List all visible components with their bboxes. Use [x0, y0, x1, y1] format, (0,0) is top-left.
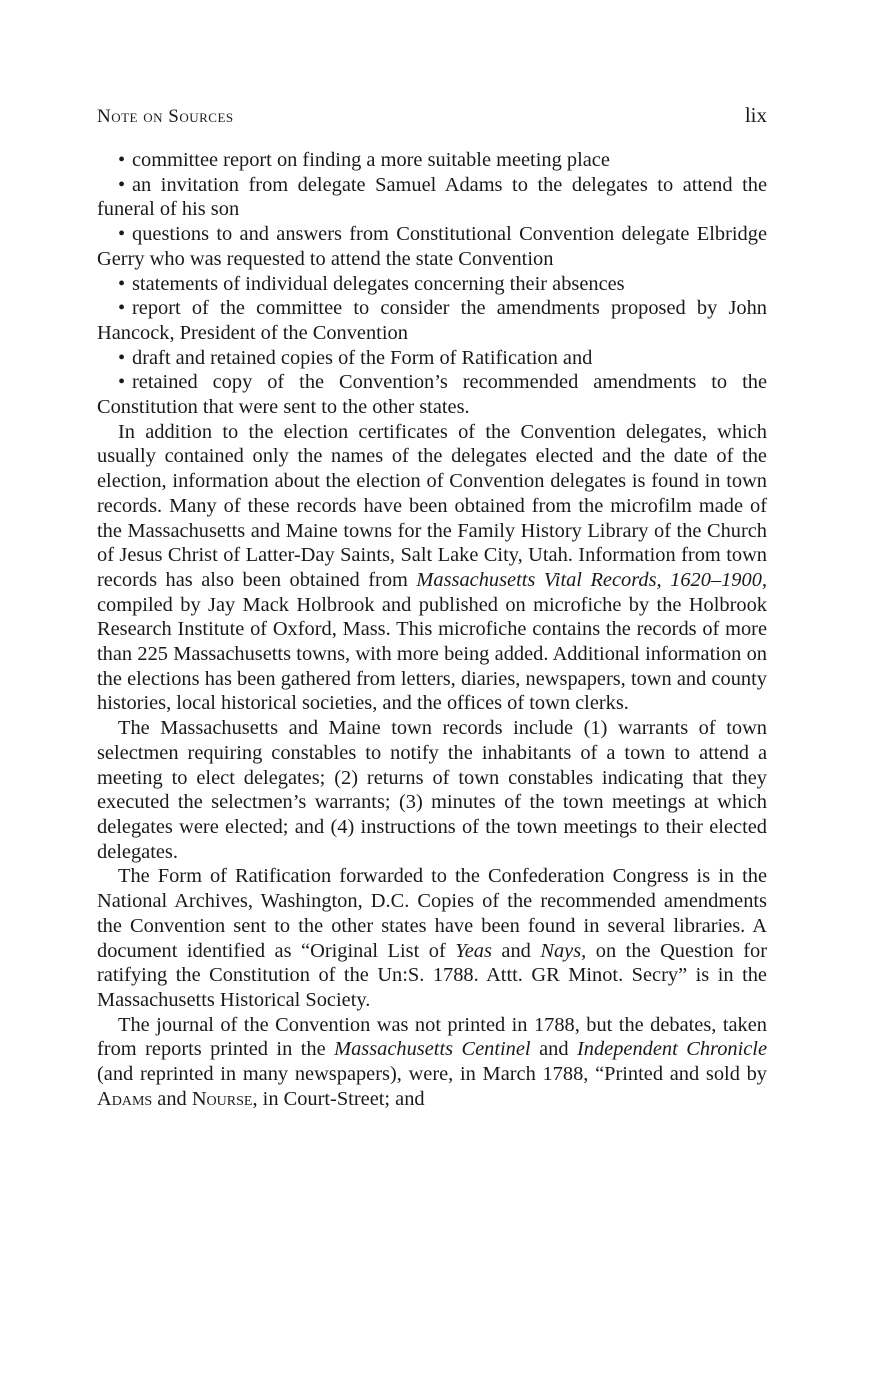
bullet-icon: •	[118, 371, 126, 394]
list-item	[97, 173, 767, 222]
list-item-text: an invitation from delegate Samuel Adams to the delegates to attend the funeral of his son	[97, 173, 767, 221]
list-item	[97, 296, 767, 345]
smallcaps-nourse: Nourse	[191, 1087, 253, 1110]
paragraph-journal: The journal of the Convention was not printed in 1788, but the debates, taken from reports printed in the Massachusetts Centinel and Independent Chronicle (and reprinted in many newspapers), were, in March 1788, “Printed and sold by Adams and Nourse, in Court-Street; and	[97, 1013, 768, 1110]
list-item	[97, 272, 767, 297]
paragraph-form-of-ratification: The Form of Ratification forwarded to the Confederation Congress is in the National Archives, Washington, D.C. Copies of the recommended amendments the Convention sent to the other states have been found in several libraries. A document identified as “Original List of Yeas and Nays, on the Question for ratifying the Constitution of the Un:S. 1788. Attt. GR Minot. Secry” is in the Massachusetts Historical Society.	[97, 865, 767, 1011]
list-item-text: retained copy of the Convention’s recommended amendments to the Constitution that were sent to the other states.	[97, 371, 767, 419]
bullet-icon: •	[118, 223, 126, 246]
bullet-icon: •	[118, 272, 126, 295]
list-item-text: draft and retained copies of the Form of Ratification and	[132, 346, 593, 369]
running-title: Note on Sources	[97, 106, 234, 127]
list-item-text: statements of individual delegates concerning their absences	[132, 272, 625, 295]
bullet-list	[97, 148, 767, 420]
italic-chronicle: Independent Chronicle	[576, 1038, 768, 1061]
running-head	[97, 100, 767, 134]
list-item-text: report of the committee to consider the amendments proposed by John Hancock, President of the Convention	[97, 297, 767, 344]
list-item	[97, 222, 767, 271]
smallcaps-adams: Adams	[97, 1087, 153, 1110]
list-item-text: committee report on finding a more suitable meeting place	[132, 149, 610, 171]
bullet-icon: •	[118, 297, 126, 320]
bullet-icon: •	[118, 173, 126, 196]
list-item	[97, 148, 767, 173]
page-number: lix	[744, 103, 767, 127]
book-page	[97, 100, 767, 1111]
italic-title: Massachusetts Vital Records, 1620–1900,	[416, 568, 767, 591]
italic-yeas: Yeas	[455, 939, 492, 962]
list-item	[97, 370, 767, 419]
paragraph-town-records: The Massachusetts and Maine town records include (1) warrants of town selectmen requiring constables to notify the inhabitants of a town to attend a meeting to elect delegates; (2) returns of town constables indicating that they executed the selectmen’s warrants; (3) minutes of the town meetings at which delegates were elected; and (4) instructions of the town meetings to their elected delegates.	[97, 717, 767, 863]
list-item	[97, 346, 767, 371]
bullet-icon: •	[118, 346, 126, 369]
body-text	[97, 148, 767, 1111]
bullet-icon: •	[118, 149, 126, 171]
italic-nays: Nays,	[540, 939, 587, 962]
italic-centinel: Massachusetts Centinel	[334, 1038, 531, 1061]
paragraph-election-records: In addition to the election certificates of the Convention delegates, which usually contained only the names of the delegates elected and the date of the election, information about the election of Convention delegates is found in town records. Many of these records have been obtained from the microfilm made of the Massachusetts and Maine towns for the Family History Library of the Church of Jesus Christ of Latter-Day Saints, Salt Lake City, Utah. Information from town records has also been obtained from Massachusetts Vital Records, 1620–1900, compiled by Jay Mack Holbrook and published on microfiche by the Holbrook Research Institute of Oxford, Mass. This microfiche contains the records of more than 225 Massachusetts towns, with more being added. Additional information on the elections has been gathered from letters, diaries, newspapers, town and county histories, local historical societies, and the offices of town clerks.	[97, 420, 767, 715]
list-item-text: questions to and answers from Constitutional Convention delegate Elbridge Gerry who was requested to attend the state Convention	[97, 223, 767, 270]
